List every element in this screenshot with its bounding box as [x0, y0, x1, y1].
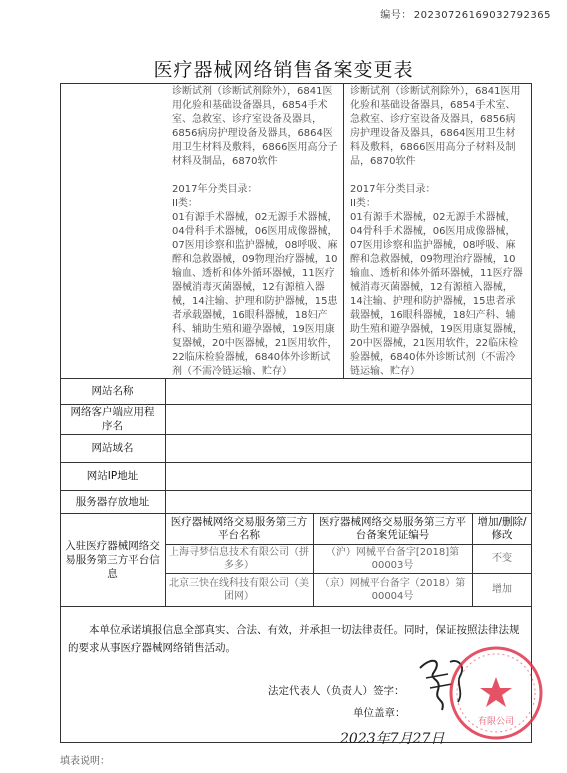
platform-entry-1-change: 不变	[492, 553, 512, 564]
label-column-divider	[165, 378, 166, 513]
serial-value: 20230726169032792365	[413, 10, 551, 21]
document-title: 医疗器械网络销售备案变更表	[153, 59, 414, 81]
scope-after-class: II类：	[350, 198, 376, 209]
seal-label: 单位盖章：	[353, 707, 406, 719]
scope-before-list: 01有源手术器械，02无源手术器械，04骨科手术器械，06医用成像器械，07医用诊察和监护器械，08呼吸、麻醉和急救器械，09物理治疗器械，10输血、透析和体外循环器械，11医疗器械消毒灭菌器械，12有源植入器械，14注输、护理和防护器械，15患者承载器械，16眼科器械，18妇产科、辅助生殖和避孕器械，19医用康复器械，20中医器械，21医用软件，22临床检验器械，6840体外诊断试剂（不需冷链运输、贮存）	[172, 212, 338, 377]
platform-entry-1-cert: （沪）网械平台备字[2018]第00003号	[325, 546, 460, 571]
scope-after-intro: 诊断试剂（诊断试剂除外），6841医用化验和基础设备器具，6854手术室、急救室、诊疗室设备及器具，6856病房护理设备及器具，6864医用卫生材料及敷料，6866医用高分子材料及制品，6870软件	[350, 86, 521, 167]
declaration-text: 本单位承诺填报信息全部真实、合法、有效，并承担一切法律责任。同时，保证按照法律法规的要求从事医疗器械网络销售活动。	[68, 624, 520, 654]
platform-name-header: 医疗器械网络交易服务第三方平台名称	[170, 516, 308, 541]
scope-before-intro: 诊断试剂（诊断试剂除外），6841医用化验和基础设备器具，6854手术室、急救室、诊疗室设备及器具，6856病房护理设备及器具，6864医用卫生材料及敷料，6866医用高分子材料及制品，6870软件	[172, 86, 338, 167]
platform-info-label: 入驻医疗器械网络交易服务第三方平台信息	[65, 539, 160, 580]
scope-before	[172, 85, 338, 379]
company-seal-icon	[447, 644, 545, 742]
stamp-text: 有限公司	[477, 717, 515, 727]
platform-entry-1-name: 上海寻梦信息技术有限公司（拼多多）	[169, 546, 309, 571]
scope-before-class: II类：	[172, 198, 198, 209]
platform-entry-2-name: 北京三快在线科技有限公司（美团网）	[169, 577, 309, 602]
scope-divider	[343, 83, 344, 378]
serial-number	[380, 6, 551, 21]
platform-cert-divider	[472, 513, 473, 606]
legal-rep-label: 法定代表人（负责人）签字：	[268, 685, 405, 697]
server-location-label: 服务器存放地址	[75, 495, 150, 508]
row-line	[60, 606, 532, 607]
signing-date: 2023年7月27日	[340, 731, 445, 747]
scope-after-heading: 2017年分类目录：	[350, 184, 436, 195]
platform-change-header: 增加/删除/修改	[477, 516, 527, 541]
platform-cert-header: 医疗器械网络交易服务第三方平台备案凭证编号	[319, 516, 466, 541]
platform-entry-2-cert: （京）网械平台备字（2018）第00004号	[319, 577, 466, 602]
platform-label-divider	[165, 513, 166, 606]
ip-label: 网站IP地址	[86, 470, 139, 482]
serial-label: 编号：	[380, 10, 412, 21]
scope-after	[350, 85, 524, 379]
website-name-label: 网站名称	[91, 385, 134, 397]
fill-instructions-label: 填表说明：	[60, 756, 110, 767]
platform-name-divider	[313, 513, 314, 606]
client-app-name-label: 网络客户端应用程序名	[70, 406, 155, 432]
scope-before-heading: 2017年分类目录：	[172, 184, 258, 195]
platform-entry-2-change: 增加	[492, 584, 512, 595]
scope-after-list: 01有源手术器械，02无源手术器械，04骨科手术器械，06医用成像器械，07医用诊察和监护器械，08呼吸、麻醉和急救器械，09物理治疗器械，10输血、透析和体外循环器械，11医疗器械消毒灭菌器械，12有源植入器械，14注输、护理和防护器械，15患者承载器械，16眼科器械，18妇产科、辅助生殖和避孕器械，19医用康复器械，20中医器械，21医用软件，22临床检验器械，6840体外诊断试剂（不需冷链运输、贮存）	[350, 212, 523, 377]
domain-label: 网站域名	[91, 442, 134, 454]
